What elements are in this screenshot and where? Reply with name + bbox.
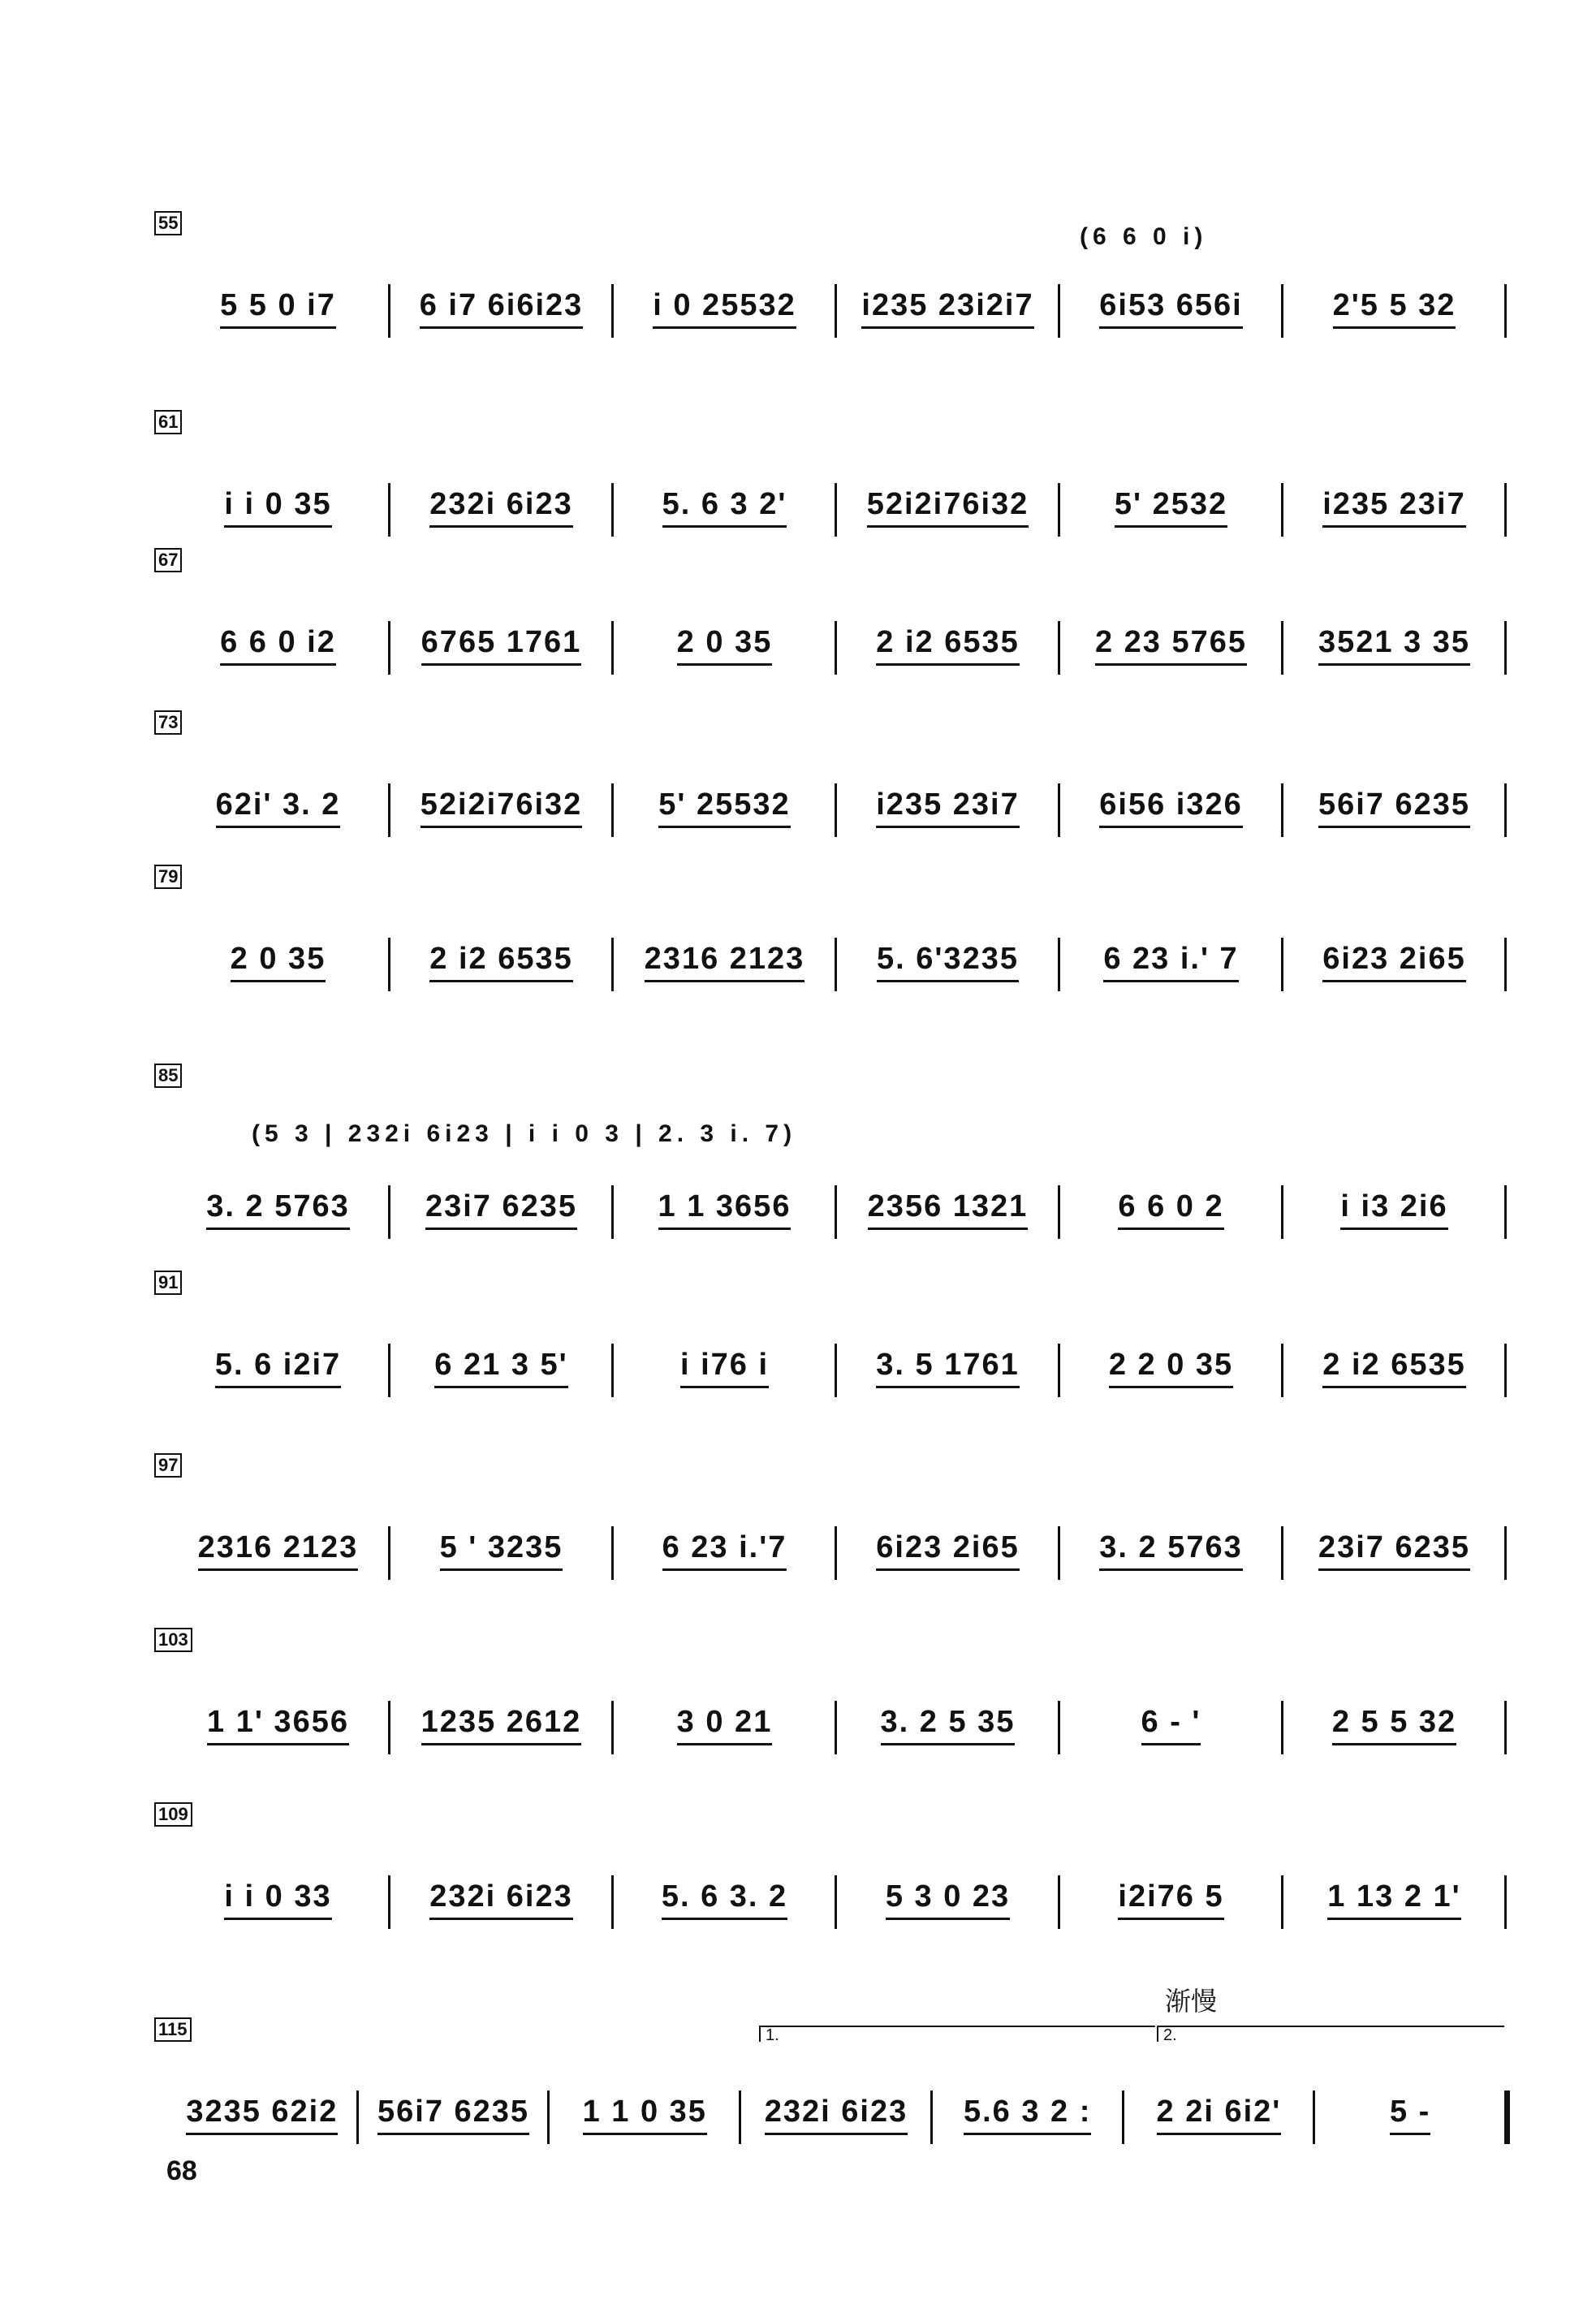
score-system: [0, 410, 1596, 564]
barline: [388, 621, 390, 675]
notation-line: [166, 2090, 1506, 2147]
measure-notes: 2356 1321: [868, 1189, 1029, 1230]
score-system: [0, 1453, 1596, 1607]
measure-notes: i i3 2i6: [1340, 1189, 1447, 1230]
barline: [1058, 1701, 1060, 1754]
volta-second-ending: 2.: [1157, 2026, 1504, 2042]
measure-notes: 6i56 i326: [1099, 787, 1242, 828]
measure-notes: 5 ' 3235: [440, 1530, 563, 1571]
measure-notes: i235 23i7: [876, 787, 1019, 828]
score-system: [0, 1628, 1596, 1782]
barline: [1058, 1526, 1060, 1580]
measure-notes: 2'5 5 32: [1333, 288, 1456, 329]
measure-number-box: 67: [154, 548, 182, 572]
measure: [843, 621, 1053, 670]
measure-notes: 3. 2 5 35: [881, 1705, 1016, 1745]
measure-notes: i 0 25532: [653, 288, 796, 329]
measure: [173, 1185, 383, 1234]
measure: [173, 938, 383, 986]
measure-notes: 3. 5 1761: [876, 1348, 1019, 1388]
measure-notes: 2316 2123: [645, 942, 805, 982]
measure-notes: i235 23i2i7: [861, 288, 1033, 329]
measure: [1289, 621, 1499, 670]
measure: [396, 783, 606, 832]
measure-notes: i235 23i7: [1322, 487, 1465, 528]
barline: [611, 483, 614, 537]
measure-notes: 6 21 3 5': [434, 1348, 567, 1388]
notation-line: [166, 483, 1506, 540]
barline: [388, 783, 390, 837]
measure: [1289, 1185, 1499, 1234]
barline: [835, 483, 837, 537]
score-system: [0, 865, 1596, 1019]
barline: [1281, 483, 1283, 537]
measure-notes: 5. 6 i2i7: [215, 1348, 341, 1388]
barline: [739, 2090, 741, 2144]
measure-notes: 52i2i76i32: [421, 787, 583, 828]
barline: [388, 1701, 390, 1754]
measure: [619, 1701, 830, 1750]
measure: [1066, 938, 1276, 986]
measure: [843, 1344, 1053, 1392]
measure-notes: i i76 i: [680, 1348, 769, 1388]
score-system: [0, 1987, 1596, 2172]
notation-line: [166, 1526, 1506, 1583]
measure: [619, 1875, 830, 1924]
barline: [1504, 2090, 1510, 2144]
accompaniment-line: (6 6 0 i): [1080, 223, 1208, 250]
measure-notes: i i 0 33: [224, 1879, 331, 1920]
measure-number-box: 55: [154, 211, 182, 235]
barline: [1504, 938, 1507, 991]
measure: [1130, 2090, 1309, 2139]
measure: [843, 783, 1053, 832]
measure: [173, 1875, 383, 1924]
barline: [1058, 1185, 1060, 1239]
barline: [1504, 1875, 1507, 1929]
measure: [1066, 1526, 1276, 1575]
measure-notes: 56i7 6235: [377, 2095, 529, 2135]
measure-notes: 2 i2 6535: [1322, 1348, 1465, 1388]
barline: [1504, 783, 1507, 837]
measure-notes: 6 23 i.' 7: [1103, 942, 1238, 982]
barline: [1058, 1344, 1060, 1397]
measure-notes: 1235 2612: [421, 1705, 582, 1745]
measure-notes: 232i 6i23: [429, 487, 572, 528]
measure: [843, 938, 1053, 986]
score-system: [0, 548, 1596, 702]
barline: [611, 1526, 614, 1580]
measure-notes: 2 0 35: [677, 625, 773, 666]
measure: [619, 1526, 830, 1575]
measure-number-box: 97: [154, 1453, 182, 1478]
barline: [1058, 621, 1060, 675]
measure-notes: 6 23 i.'7: [662, 1530, 787, 1571]
score-system: [0, 211, 1596, 365]
measure-number-box: 115: [154, 2017, 192, 2042]
notation-line: [166, 783, 1506, 840]
barline: [1504, 1185, 1507, 1239]
notation-line: [166, 621, 1506, 678]
measure: [1066, 783, 1276, 832]
measure-notes: 6765 1761: [421, 625, 582, 666]
barline: [388, 284, 390, 338]
measure: [396, 621, 606, 670]
measure-notes: 56i7 6235: [1318, 787, 1470, 828]
measure-notes: 2 0 35: [231, 942, 326, 982]
score-system: [0, 1802, 1596, 1957]
measure: [396, 483, 606, 532]
measure-notes: 6 i7 6i6i23: [420, 288, 584, 329]
measure-notes: 6 - ': [1141, 1705, 1201, 1745]
measure-notes: 5' 2532: [1115, 487, 1227, 528]
measure: [396, 1344, 606, 1392]
measure-number-box: 91: [154, 1271, 182, 1295]
notation-line: [166, 284, 1506, 341]
barline: [611, 783, 614, 837]
measure-notes: 23i7 6235: [425, 1189, 577, 1230]
barline: [1058, 284, 1060, 338]
measure-notes: 6i53 656i: [1099, 288, 1242, 329]
notation-line: [166, 1344, 1506, 1400]
barline: [835, 1185, 837, 1239]
measure: [619, 483, 830, 532]
measure: [843, 483, 1053, 532]
measure: [1289, 483, 1499, 532]
measure-number-box: 73: [154, 710, 182, 735]
measure: [173, 284, 383, 333]
barline: [1281, 1526, 1283, 1580]
measure-number-box: 79: [154, 865, 182, 889]
measure: [619, 621, 830, 670]
barline: [835, 1344, 837, 1397]
measure: [173, 621, 383, 670]
measure: [364, 2090, 543, 2139]
measure-notes: 2 23 5765: [1095, 625, 1247, 666]
measure-notes: 2 5 5 32: [1332, 1705, 1456, 1745]
measure-notes: 6i23 2i65: [1322, 942, 1465, 982]
volta-first-ending: 1.: [759, 2026, 1155, 2042]
measure: [173, 483, 383, 532]
measure-notes: 5' 25532: [658, 787, 790, 828]
measure-notes: i2i76 5: [1118, 1879, 1223, 1920]
measure: [396, 938, 606, 986]
barline: [1281, 1185, 1283, 1239]
barline: [1504, 1526, 1507, 1580]
measure: [173, 1526, 383, 1575]
measure-notes: 232i 6i23: [765, 2095, 908, 2135]
measure: [843, 1526, 1053, 1575]
measure: [1066, 284, 1276, 333]
measure: [173, 1701, 383, 1750]
measure: [619, 284, 830, 333]
barline: [1281, 1701, 1283, 1754]
measure: [938, 2090, 1117, 2139]
score-system: [0, 1064, 1596, 1223]
barline: [611, 1344, 614, 1397]
barline: [611, 1185, 614, 1239]
measure: [1066, 1344, 1276, 1392]
measure-notes: i i 0 35: [224, 487, 331, 528]
barline: [835, 783, 837, 837]
measure: [1066, 1185, 1276, 1234]
barline: [388, 1185, 390, 1239]
barline: [1122, 2090, 1124, 2144]
barline: [611, 284, 614, 338]
page-number: 68: [166, 2155, 197, 2186]
measure-notes: 1 1' 3656: [207, 1705, 349, 1745]
barline: [547, 2090, 550, 2144]
measure-notes: 1 1 3656: [658, 1189, 792, 1230]
barline: [835, 1526, 837, 1580]
measure: [1289, 1344, 1499, 1392]
measure: [1289, 783, 1499, 832]
barline: [1058, 938, 1060, 991]
tempo-marking: 渐慢: [1165, 1987, 1218, 2016]
barline: [356, 2090, 359, 2144]
barline: [611, 1875, 614, 1929]
barline: [1313, 2090, 1315, 2144]
measure-notes: 5. 6'3235: [877, 942, 1019, 982]
measure: [1066, 1875, 1276, 1924]
measure: [843, 1185, 1053, 1234]
measure: [1289, 1526, 1499, 1575]
measure-notes: 23i7 6235: [1318, 1530, 1470, 1571]
measure: [619, 938, 830, 986]
measure: [1066, 621, 1276, 670]
notation-line: [166, 1701, 1506, 1758]
measure-notes: 3. 2 5763: [206, 1189, 349, 1230]
barline: [388, 483, 390, 537]
barline: [835, 1701, 837, 1754]
measure: [619, 1185, 830, 1234]
measure-notes: 5. 6 3. 2: [662, 1879, 787, 1920]
barline: [388, 1344, 390, 1397]
barline: [1281, 938, 1283, 991]
barline: [1058, 483, 1060, 537]
measure: [843, 1701, 1053, 1750]
measure: [1066, 1701, 1276, 1750]
measure-notes: 6 6 0 2: [1118, 1189, 1223, 1230]
barline: [1504, 483, 1507, 537]
measure-number-box: 61: [154, 410, 182, 434]
measure-notes: 5.6 3 2 :: [964, 2095, 1091, 2135]
barline: [930, 2090, 933, 2144]
barline: [835, 284, 837, 338]
barline: [1281, 621, 1283, 675]
measure: [396, 284, 606, 333]
barline: [611, 938, 614, 991]
measure-notes: 3 0 21: [677, 1705, 773, 1745]
measure-notes: 2 2i 6i2': [1157, 2095, 1282, 2135]
barline: [611, 1701, 614, 1754]
barline: [835, 938, 837, 991]
measure: [173, 2090, 352, 2139]
measure-notes: 1 13 2 1': [1327, 1879, 1460, 1920]
barline: [1281, 783, 1283, 837]
notation-line: [166, 938, 1506, 995]
measure: [619, 1344, 830, 1392]
barline: [1281, 284, 1283, 338]
barline: [388, 1526, 390, 1580]
barline: [835, 1875, 837, 1929]
measure: [1289, 938, 1499, 986]
measure-notes: 5 -: [1390, 2095, 1430, 2135]
barline: [611, 621, 614, 675]
barline: [1504, 621, 1507, 675]
barline: [388, 1875, 390, 1929]
score-system: [0, 1271, 1596, 1425]
barline: [1504, 284, 1507, 338]
barline: [1058, 1875, 1060, 1929]
measure-notes: 2 i2 6535: [429, 942, 572, 982]
measure-notes: 5 5 0 i7: [220, 288, 336, 329]
accompaniment-line: (5 3 | 232i 6i23 | i i 0 3 | 2. 3 i. 7): [252, 1120, 797, 1147]
measure: [1289, 1701, 1499, 1750]
notation-line: [166, 1875, 1506, 1932]
measure: [1066, 483, 1276, 532]
measure-notes: 52i2i76i32: [867, 487, 1029, 528]
measure: [843, 284, 1053, 333]
measure-notes: 1 1 0 35: [583, 2095, 707, 2135]
measure: [396, 1875, 606, 1924]
measure-notes: 3235 62i2: [186, 2095, 338, 2135]
measure: [1289, 1875, 1499, 1924]
measure-notes: 5. 6 3 2': [662, 487, 787, 528]
measure: [619, 783, 830, 832]
barline: [1504, 1701, 1507, 1754]
measure: [173, 1344, 383, 1392]
barline: [388, 938, 390, 991]
barline: [1281, 1875, 1283, 1929]
measure-number-box: 103: [154, 1628, 192, 1652]
measure: [1321, 2090, 1499, 2139]
measure: [173, 783, 383, 832]
measure-notes: 6i23 2i65: [876, 1530, 1019, 1571]
barline: [1058, 783, 1060, 837]
measure-notes: 62i' 3. 2: [216, 787, 341, 828]
measure-notes: 3521 3 35: [1318, 625, 1470, 666]
measure-notes: 6 6 0 i2: [220, 625, 336, 666]
measure: [1289, 284, 1499, 333]
measure: [396, 1526, 606, 1575]
measure: [396, 1185, 606, 1234]
measure-notes: 2316 2123: [198, 1530, 359, 1571]
measure-notes: 5 3 0 23: [886, 1879, 1010, 1920]
measure: [396, 1701, 606, 1750]
barline: [835, 621, 837, 675]
measure-notes: 3. 2 5763: [1099, 1530, 1242, 1571]
measure-notes: 2 2 0 35: [1109, 1348, 1233, 1388]
score-system: [0, 710, 1596, 865]
barline: [1504, 1344, 1507, 1397]
measure: [843, 1875, 1053, 1924]
measure-number-box: 109: [154, 1802, 192, 1827]
measure: [555, 2090, 734, 2139]
measure-notes: 232i 6i23: [429, 1879, 572, 1920]
notation-line: [166, 1185, 1506, 1242]
measure: [747, 2090, 925, 2139]
measure-number-box: 85: [154, 1064, 182, 1088]
measure-notes: 2 i2 6535: [876, 625, 1019, 666]
barline: [1281, 1344, 1283, 1397]
